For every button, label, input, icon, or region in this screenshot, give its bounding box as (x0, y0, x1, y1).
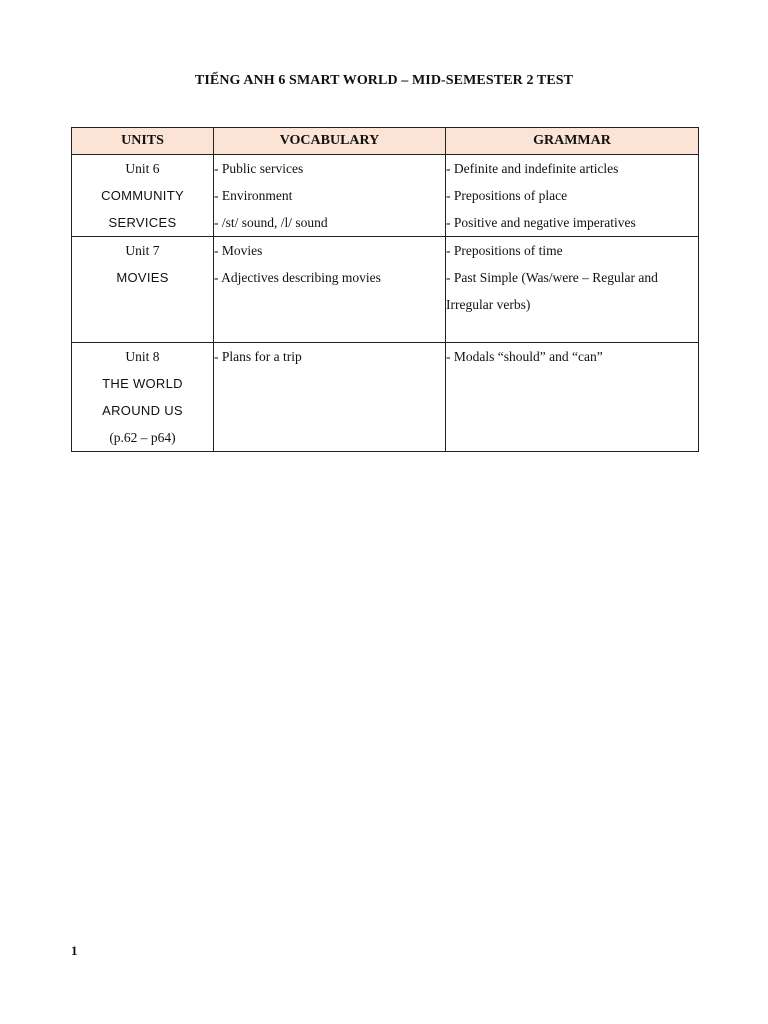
unit-number: Unit 6 (125, 161, 160, 176)
syllabus-table (71, 127, 699, 452)
unit-title-line: AROUND US (102, 403, 183, 418)
table-row-unit-8 (72, 343, 699, 452)
unit-title-line: MOVIES (116, 270, 169, 285)
unit-cell (72, 237, 214, 343)
page-number: 1 (71, 943, 78, 958)
unit-number: Unit 8 (125, 349, 160, 364)
grammar-cell (446, 343, 699, 452)
header-units: UNITS (72, 128, 214, 155)
vocabulary-item: - Adjectives describing movies (214, 270, 381, 285)
document-title: TIẾNG ANH 6 SMART WORLD – MID-SEMESTER 2 TEST (194, 73, 574, 88)
vocabulary-cell (214, 155, 446, 237)
vocabulary-cell (214, 343, 446, 452)
header-vocabulary: VOCABULARY (214, 128, 446, 155)
unit-title-line: COMMUNITY (101, 188, 184, 203)
table-row-unit-6 (72, 155, 699, 237)
unit-number: Unit 7 (125, 243, 160, 258)
table-header-row (72, 128, 699, 155)
unit-title-line: SERVICES (108, 215, 177, 230)
unit-cell (72, 155, 214, 237)
table-row-unit-7 (72, 237, 699, 343)
unit-title-line: THE WORLD (102, 376, 183, 391)
grammar-cell (446, 237, 699, 343)
vocabulary-item: - /st/ sound, /l/ sound (214, 215, 328, 230)
unit-pages: (p.62 – p64) (109, 430, 176, 445)
vocabulary-item: - Environment (214, 188, 293, 203)
grammar-item: - Definite and indefinite articles (446, 161, 619, 176)
grammar-item: - Past Simple (Was/were – Regular and Irregular verbs) (446, 270, 658, 312)
grammar-item: - Prepositions of place (446, 188, 568, 203)
unit-cell (72, 343, 214, 452)
grammar-item: - Prepositions of time (446, 243, 563, 258)
header-grammar: GRAMMAR (446, 128, 699, 155)
vocabulary-item: - Plans for a trip (214, 349, 302, 364)
vocabulary-item: - Public services (214, 161, 304, 176)
grammar-item: - Modals “should” and “can” (446, 349, 603, 364)
grammar-cell (446, 155, 699, 237)
vocabulary-item: - Movies (214, 243, 263, 258)
vocabulary-cell (214, 237, 446, 343)
grammar-item: - Positive and negative imperatives (446, 215, 636, 230)
